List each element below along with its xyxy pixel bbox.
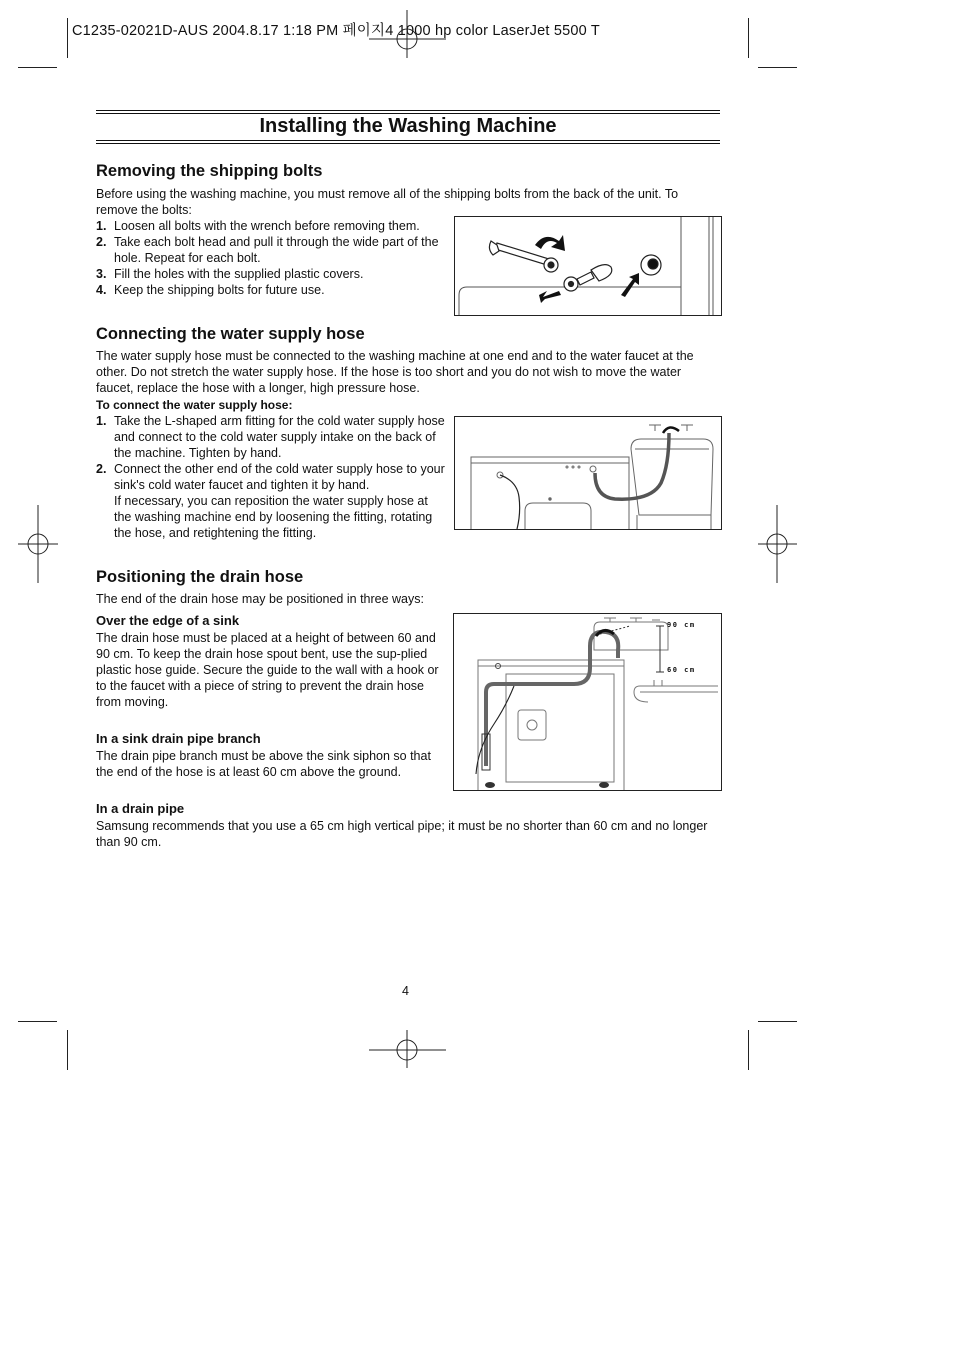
sink-branch-text: The drain pipe branch must be above the sink siphon so that the end of the hose is at least 60 cm above the ground.	[96, 749, 431, 779]
title-bar	[96, 110, 720, 144]
list-item: 2. Take each bolt head and pull it through the wide part of the hole. Repeat for each bolt.	[96, 235, 439, 265]
page-number: 4	[402, 984, 409, 998]
drain-hose-figure	[453, 613, 722, 791]
drain-pipe-heading: In a drain pipe	[96, 801, 185, 816]
water-supply-intro: The water supply hose must be connected to the washing machine at one end and to the water faucet at the other. Do not stretch the water supply hose. If the hose is too short and you do not wish to move the water faucet, replace the hose with a longer, high pressure hose.	[96, 349, 694, 395]
shipping-bolts-figure	[454, 216, 722, 316]
shipping-bolts-heading: Removing the shipping bolts	[96, 162, 323, 180]
list-item: 1. Loosen all bolts with the wrench before removing them.	[96, 219, 420, 233]
list-item: 3. Fill the holes with the supplied plastic covers.	[96, 267, 364, 281]
list-item: 1. Take the L-shaped arm fitting for the cold water supply hose and connect to the cold water supply intake on the back of the machine. Tighten by hand.	[96, 414, 445, 460]
print-header-slug: C1235-02021D-AUS 2004.8.17 1:18 PM 페이지4 1000 hp color LaserJet 5500 T	[72, 23, 600, 39]
page-title: Installing the Washing Machine	[259, 115, 557, 137]
drain-hose-intro: The end of the drain hose may be positioned in three ways:	[96, 592, 424, 606]
label-90cm: 90 cm	[667, 621, 696, 629]
list-item: 4. Keep the shipping bolts for future use.	[96, 283, 325, 297]
list-item: 2. Connect the other end of the cold water supply hose to your sink's cold water faucet and tighten it by hand. If necessary, you can reposition the water supply hose at the washing machine end by loosening the fitting, rotating the hose, and retightening the fitting.	[96, 462, 445, 540]
over-sink-text: The drain hose must be placed at a height of between 60 and 90 cm. To keep the drain hose spout bent, use the sup-plied plastic hose guide. Secure the guide to the wall with a hook or to the faucet with a piece of string to prevent the drain hose from moving.	[96, 631, 439, 709]
water-supply-figure	[454, 416, 722, 530]
shipping-bolts-steps	[96, 218, 441, 298]
water-supply-steps	[96, 413, 446, 541]
shipping-bolts-intro: Before using the washing machine, you must remove all of the shipping bolts from the back of the unit. To remove the bolts:	[96, 187, 679, 217]
sink-branch-heading: In a sink drain pipe branch	[96, 731, 261, 746]
over-sink-heading: Over the edge of a sink	[96, 613, 240, 628]
water-supply-heading: Connecting the water supply hose	[96, 325, 365, 343]
drain-hose-heading: Positioning the drain hose	[96, 568, 304, 586]
drain-pipe-text: Samsung recommends that you use a 65 cm high vertical pipe; it must be no shorter than 60 cm and no longer than 90 cm.	[96, 819, 708, 849]
label-60cm: 60 cm	[667, 666, 696, 674]
water-supply-subheading: To connect the water supply hose:	[96, 398, 293, 412]
